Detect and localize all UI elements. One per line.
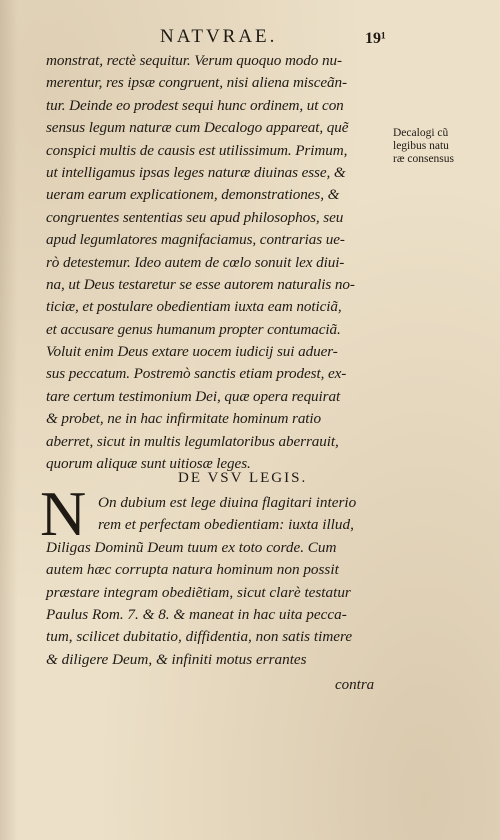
text-line: Voluit enim Deus extare uocem iudicij sui aduer- <box>46 343 338 361</box>
main-text-block <box>46 50 396 475</box>
page-number: 19¹ <box>365 30 386 47</box>
drop-cap-initial: N <box>40 478 87 549</box>
text-line: tum, scilicet dubitatio, diffidentia, non satis timere <box>46 628 353 646</box>
text-line: rò detestemur. Ideo autem de cœlo sonuit lex diui- <box>46 253 345 271</box>
text-line: Paulus Rom. 7. & 8. & maneat in hac uita pecca- <box>46 605 347 623</box>
text-line: autem hæc corrupta natura hominum non possit <box>46 561 339 579</box>
text-line: sensus legum naturæ cum Decalogo appareat, quẽ <box>46 119 349 137</box>
text-line: & diligere Deum, & infiniti motus errantes <box>46 650 307 668</box>
section-text-block <box>46 492 396 671</box>
text-line: præstare integram obediẽtiam, sicut clarè testatur <box>46 583 351 601</box>
text-line: apud legumlatores magnifaciamus, contrarias ue- <box>46 231 345 249</box>
text-line: ut intelligamus ipsas leges naturæ diuinas esse, & <box>46 163 346 181</box>
text-line: aberret, sicut in multis legumlatoribus aberrauit, <box>46 432 339 450</box>
marginal-note-line: ræ consensus <box>393 153 455 165</box>
text-line: sus peccatum. Postremò sanctis etiam prodest, ex- <box>46 365 347 383</box>
catchword: contra <box>335 677 375 693</box>
text-line: conspici multis de causis est utilissimum. Primum, <box>46 141 348 159</box>
text-line: ueram earum explicationem, demonstrationes, & <box>46 186 340 204</box>
text-line: monstrat, rectè sequitur. Verum quoquo modo nu- <box>46 52 342 69</box>
text-line: Diligas Dominũ Deum tuum ex toto corde. Cum <box>46 538 337 556</box>
text-line: et accusare genus humanum propter contumaciã. <box>46 320 341 338</box>
running-title: NATVRAE. <box>160 26 278 47</box>
text-line: merentur, res ipsæ congruent, nisi aliena misceãn- <box>46 74 347 92</box>
text-line: & probet, ne in hac infirmitate hominum ratio <box>46 410 322 428</box>
text-line: na, ut Deus testaretur se esse autorem naturalis no- <box>46 275 355 293</box>
text-line: quorum aliquæ sunt uitiosæ leges. <box>46 455 251 473</box>
marginal-note-line: legibus natu <box>393 140 449 152</box>
text-line: tare certum testimonium Dei, quæ opera requirat <box>46 387 341 405</box>
section-heading: DE VSV LEGIS. <box>178 470 308 486</box>
text-line: tur. Deinde eo prodest sequi hunc ordinem, ut con <box>46 96 344 114</box>
text-line: congruentes sententias seu apud philosophos, seu <box>46 208 344 226</box>
marginal-note-line: Decalogi cũ <box>393 127 449 139</box>
text-line: ticiæ, et postulare obedientiam iuxta eam noticiã, <box>46 298 342 316</box>
text-line: rem et perfectam obedientiam: iuxta illud, <box>98 516 354 534</box>
text-line: On dubium est lege diuina flagitari interio <box>98 494 357 511</box>
marginal-note <box>393 127 495 166</box>
